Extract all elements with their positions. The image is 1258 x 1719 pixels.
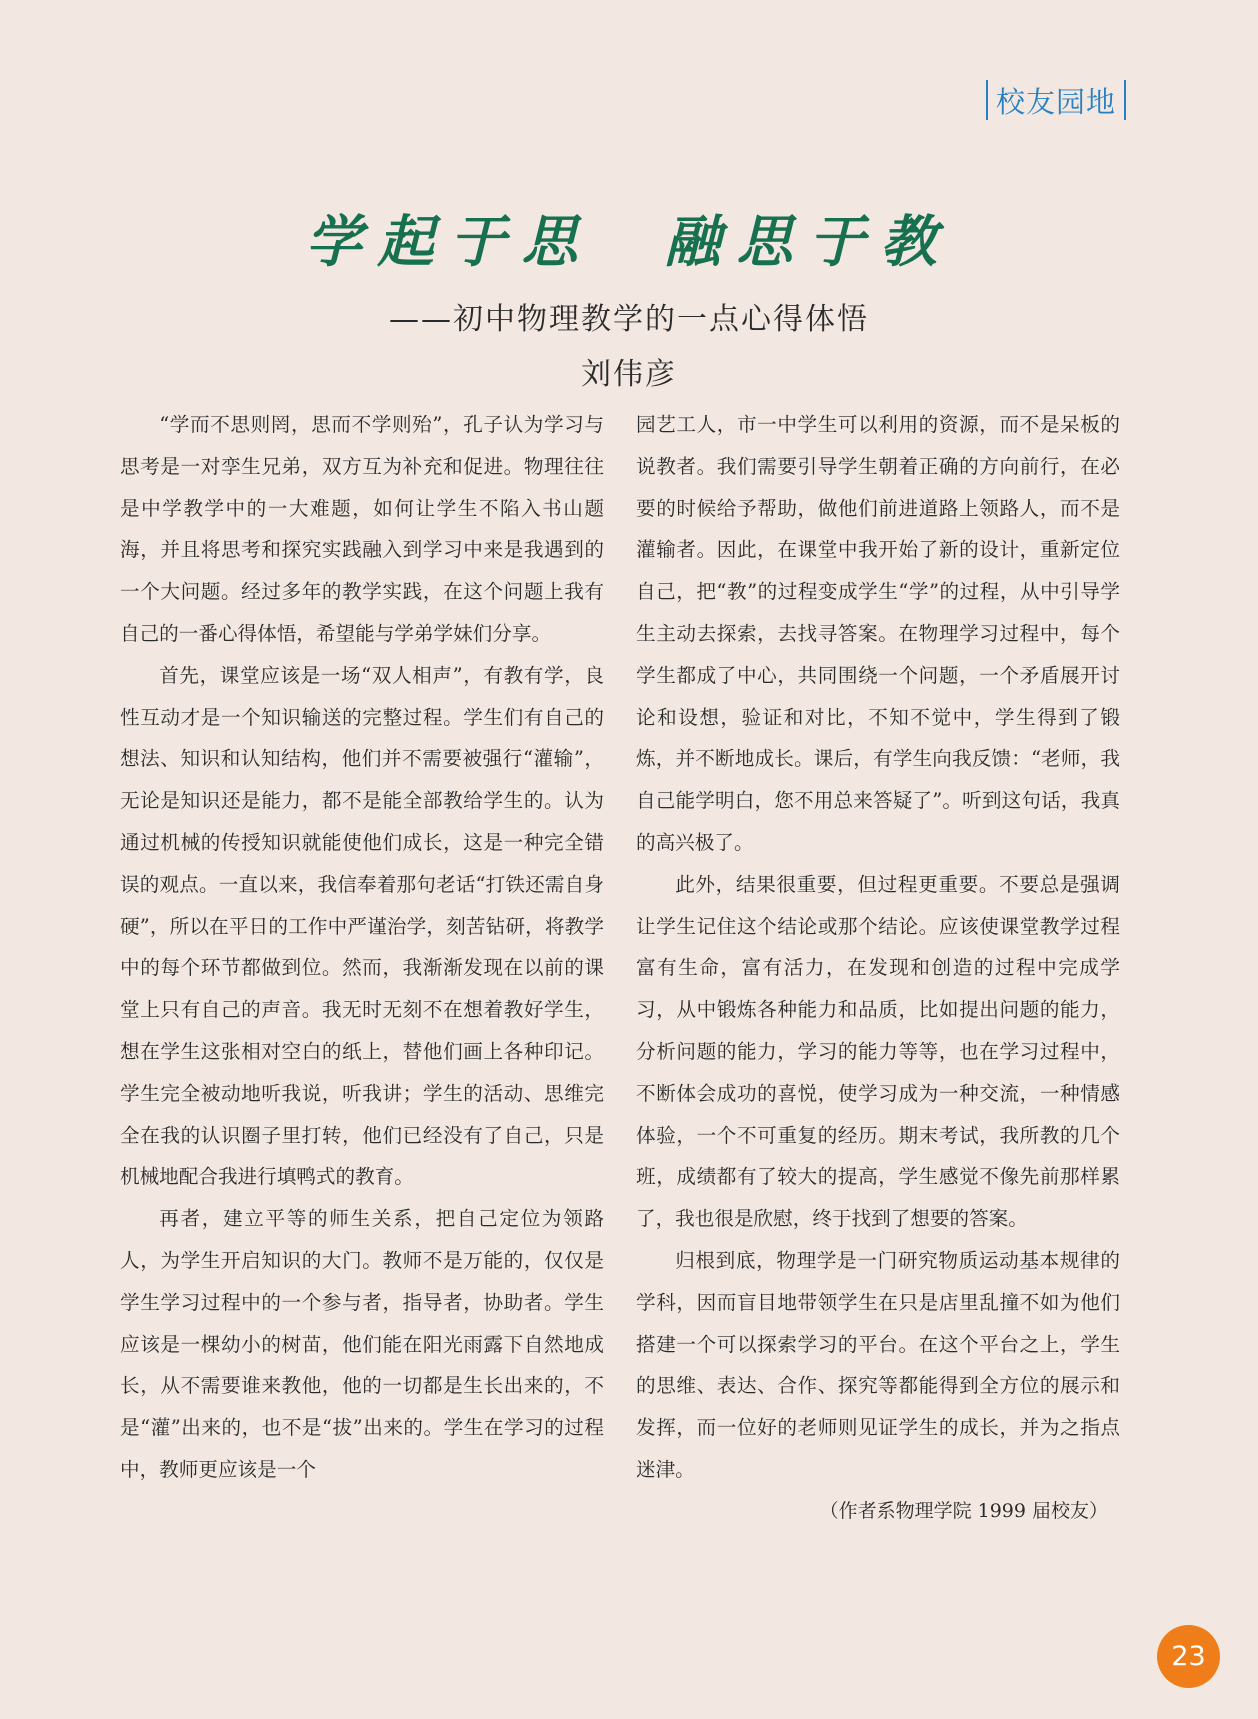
paragraph-2: 首先，课堂应该是一场“双人相声”，有教有学，良性互动才是一个知识输送的完整过程。学生们有自己的想法、知识和认知结构，他们并不需要被强行“灌输”，无论是知识还是能力，都不是能全部教给学生的。认为通过机械的传授知识就能使他们成长，这是一种完全错误的观点。一直以来，我信奉着那句老话“打铁还需自身硬”，所以在平日的工作中严谨治学，刻苦钻研，将教学中的每个环节都做到位。然而，我渐渐发现在以前的课堂上只有自己的声音。我无时无刻不在想着教好学生，想在学生这张相对空白的纸上，替他们画上各种印记。学生完全被动地听我说，听我讲；学生的活动、思维完全在我的认识圈子里打转，他们已经没有了自己，只是机械地配合我进行填鸭式的教育。 <box>120 663 604 1189</box>
section-tag: 校友园地 <box>986 80 1126 120</box>
right-column <box>636 404 1120 1533</box>
author-note: （作者系物理学院 1999 届校友） <box>819 1499 1108 1522</box>
article-title: 学起于思 融思于教 <box>305 209 953 275</box>
paragraph-4: 此外，结果很重要，但过程更重要。不要总是强调让学生记住这个结论或那个结论。应该使课堂教学过程富有生命，富有活力，在发现和创造的过程中完成学习，从中锻炼各种能力和品质，比如提出问题的能力，分析问题的能力，学习的能力等等，也在学习过程中，不断体会成功的喜悦，使学习成为一种交流，一种情感体验，一个不可重复的经历。期末考试，我所教的几个班，成绩都有了较大的提高，学生感觉不像先前那样累了，我也很是欣慰，终于找到了想要的答案。 <box>636 872 1120 1231</box>
article-subtitle: ——初中物理教学的一点心得体悟 <box>389 302 869 337</box>
paragraph-5: 归根到底，物理学是一门研究物质运动基本规律的学科，因而盲目地带领学生在只是店里乱撞不如为他们搭建一个可以探索学习的平台。在这个平台之上，学生的思维、表达、合作、探究等都能得到全方位的展示和发挥，而一位好的老师则见证学生的成长，并为之指点迷津。 <box>636 1248 1120 1481</box>
left-column <box>120 404 604 1491</box>
paragraph-3-continued: 园艺工人，市一中学生可以利用的资源，而不是呆板的说教者。我们需要引导学生朝着正确的方向前行，在必要的时候给予帮助，做他们前进道路上领路人，而不是灌输者。因此，在课堂中我开始了新的设计，重新定位自己，把“教”的过程变成学生“学”的过程，从中引导学生主动去探索，去找寻答案。在物理学习过程中，每个学生都成了中心，共同围绕一个问题，一个矛盾展开讨论和设想，验证和对比，不知不觉中，学生得到了锻炼，并不断地成长。课后，有学生向我反馈：“老师，我自己能学明白，您不用总来答疑了”。听到这句话，我真的高兴极了。 <box>636 413 1120 854</box>
page-number-badge: 23 <box>1157 1625 1220 1688</box>
article-author: 刘伟彦 <box>581 357 677 392</box>
paragraph-3: 再者，建立平等的师生关系，把自己定位为领路人，为学生开启知识的大门。教师不是万能的，仅仅是学生学习过程中的一个参与者，指导者，协助者。学生应该是一棵幼小的树苗，他们能在阳光雨露下自然地成长，从不需要谁来教他，他的一切都是生长出来的，不是“灌”出来的，也不是“拔”出来的。学生在学习的过程中，教师更应该是一个 <box>120 1207 604 1481</box>
paragraph-1: “学而不思则罔，思而不学则殆”，孔子认为学习与思考是一对孪生兄弟，双方互为补充和促进。物理往往是中学教学中的一大难题，如何让学生不陷入书山题海，并且将思考和探究实践融入到学习中来是我遇到的一个大问题。经过多年的教学实践，在这个问题上我有自己的一番心得体悟，希望能与学弟学妹们分享。 <box>120 413 604 645</box>
